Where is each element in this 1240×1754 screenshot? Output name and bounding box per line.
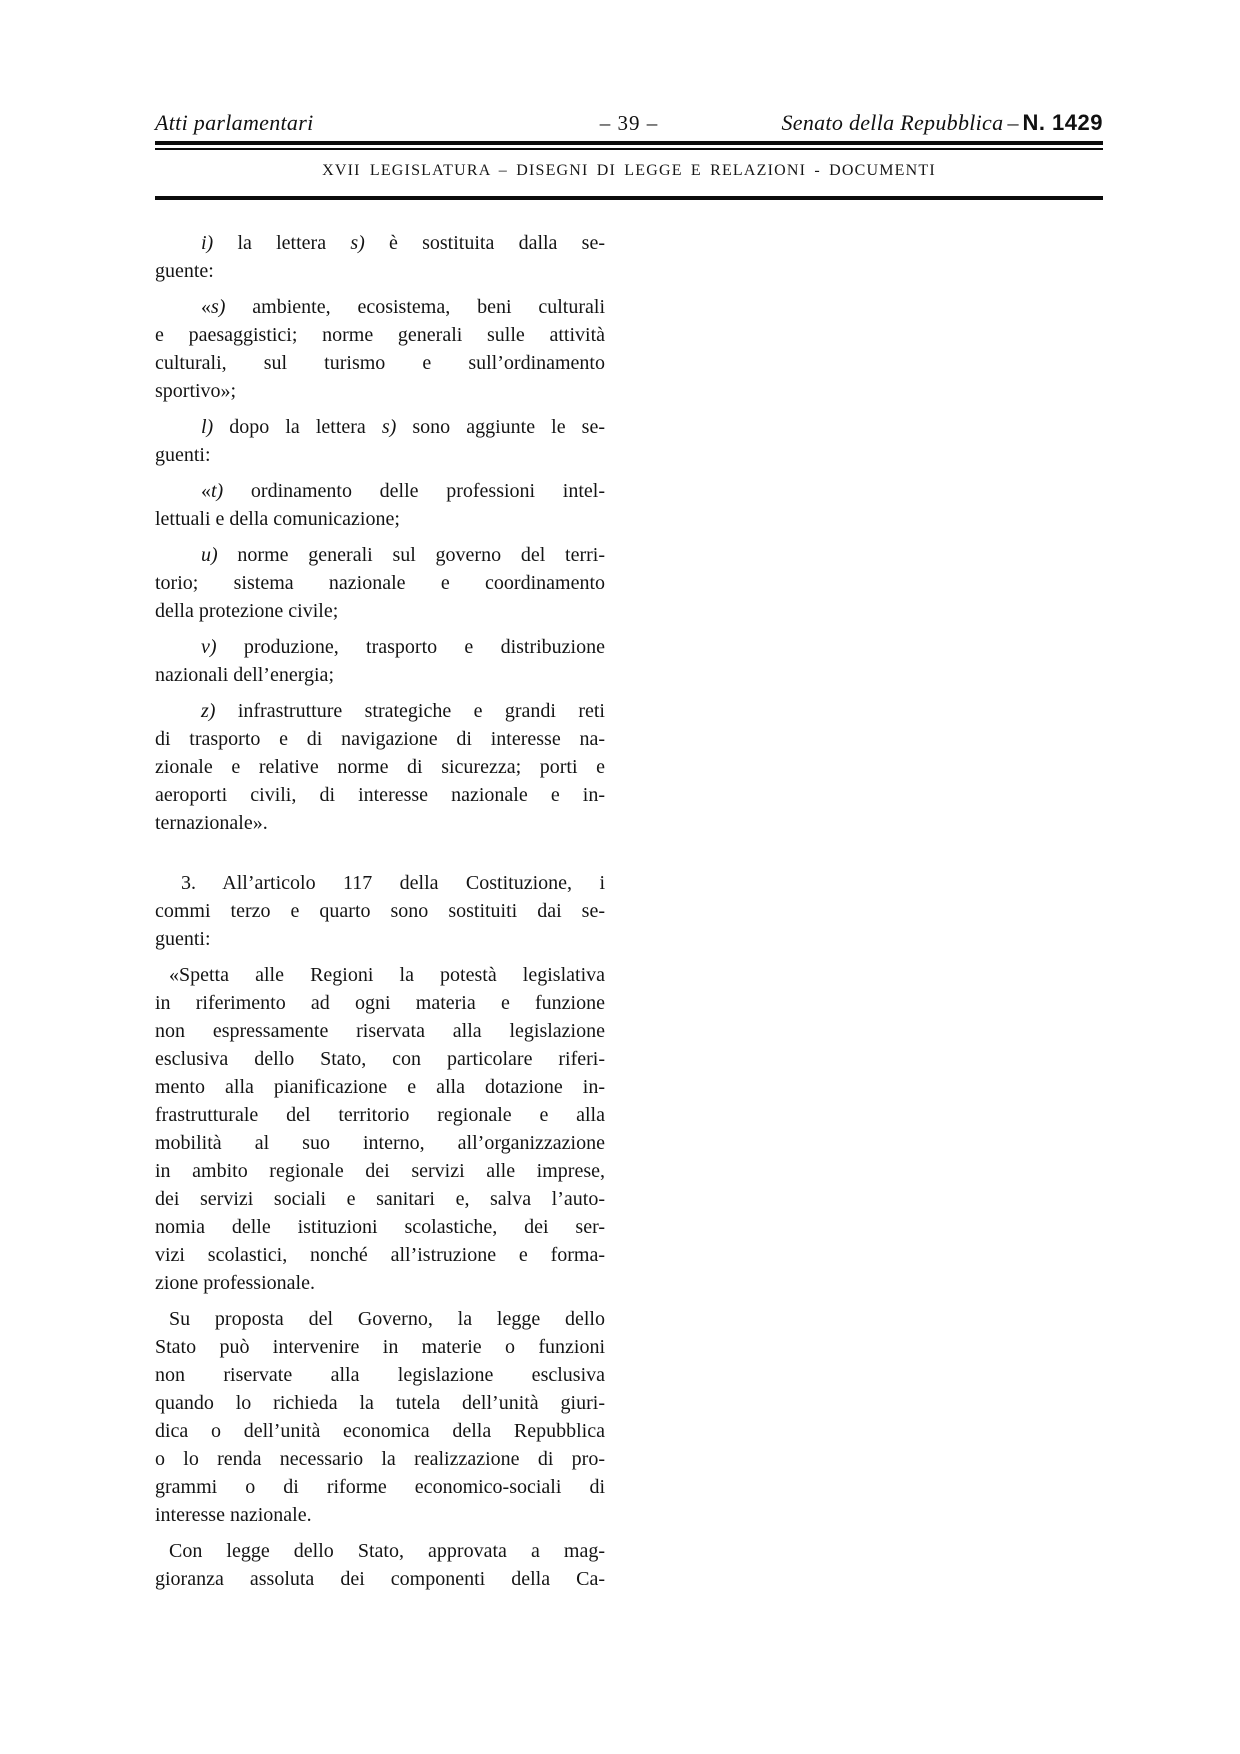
text-line: interesse nazionale.: [155, 1504, 312, 1526]
running-header: [155, 104, 1103, 136]
paragraph: [155, 229, 605, 285]
text-line: dei servizi sociali e sanitari e, salva l’auto-: [155, 1188, 605, 1210]
paragraph: [155, 697, 605, 837]
paragraph: [155, 293, 605, 405]
text-line: o lo renda necessario la realizzazione di pro-: [155, 1448, 605, 1470]
text-line: guenti:: [155, 444, 211, 466]
text-line: Con legge dello Stato, approvata a mag-: [169, 1540, 605, 1562]
text-line: torio; sistema nazionale e coordinamento: [155, 572, 605, 594]
text-line: e paesaggistici; norme generali sulle attività: [155, 324, 605, 346]
page-number: – 39 –: [599, 111, 659, 135]
paragraph: [155, 413, 605, 469]
paragraph: [155, 1537, 605, 1593]
paragraph: [155, 961, 605, 1297]
thick-rule: [155, 196, 1103, 200]
text-line: «t) ordinamento delle professioni intel-: [201, 480, 605, 502]
body-text-column: [155, 229, 605, 1593]
text-line: esclusiva dello Stato, con particolare riferi-: [155, 1048, 605, 1070]
header-dash: –: [1007, 110, 1019, 135]
senato-title: Senato della Repubblica: [781, 110, 1004, 135]
text-line: nazionali dell’energia;: [155, 664, 334, 686]
document-number: N. 1429: [1022, 110, 1103, 135]
text-line: i) la lettera s) è sostituita dalla se-: [201, 232, 605, 254]
text-line: 3. All’articolo 117 della Costituzione, i: [181, 872, 605, 894]
text-line: Su proposta del Governo, la legge dello: [169, 1308, 605, 1330]
header-left-title: Atti parlamentari: [155, 110, 314, 135]
text-line: mento alla pianificazione e alla dotazione in-: [155, 1076, 605, 1098]
text-line: gioranza assoluta dei componenti della Ca-: [155, 1568, 605, 1590]
text-line: della protezione civile;: [155, 600, 339, 622]
text-line: nomia delle istituzioni scolastiche, dei ser-: [155, 1216, 605, 1238]
text-line: frastrutturale del territorio regionale e alla: [155, 1104, 605, 1126]
text-line: Stato può intervenire in materie o funzioni: [155, 1336, 605, 1358]
text-line: u) norme generali sul governo del terri-: [201, 544, 605, 566]
text-line: v) produzione, trasporto e distribuzione: [201, 636, 605, 658]
paragraph: [155, 541, 605, 625]
text-line: non espressamente riservata alla legislazione: [155, 1020, 605, 1042]
text-line: zionale e relative norme di sicurezza; porti e: [155, 756, 605, 778]
text-line: «s) ambiente, ecosistema, beni culturali: [201, 296, 605, 318]
text-line: mobilità al suo interno, all’organizzazione: [155, 1132, 605, 1154]
text-line: aeroporti civili, di interesse nazionale e in-: [155, 784, 605, 806]
text-line: grammi o di riforme economico-sociali di: [155, 1476, 605, 1498]
text-line: in riferimento ad ogni materia e funzione: [155, 992, 605, 1014]
double-rule: [155, 141, 1103, 150]
text-line: in ambito regionale dei servizi alle imprese,: [155, 1160, 605, 1182]
text-line: dica o dell’unità economica della Repubblica: [155, 1420, 605, 1442]
text-line: di trasporto e di navigazione di interesse na-: [155, 728, 605, 750]
header-right: [781, 110, 1103, 136]
text-line: culturali, sul turismo e sull’ordinamento: [155, 352, 605, 374]
text-line: lettuali e della comunicazione;: [155, 508, 400, 530]
paragraph: [155, 477, 605, 533]
legislature-subtitle: XVII LEGISLATURA – DISEGNI DI LEGGE E RELAZIONI - DOCUMENTI: [322, 162, 936, 179]
text-line: ternazionale».: [155, 812, 268, 834]
paragraph: [155, 869, 605, 953]
text-line: non riservate alla legislazione esclusiva: [155, 1364, 605, 1386]
text-line: guente:: [155, 260, 214, 282]
text-line: zione professionale.: [155, 1272, 315, 1294]
text-line: quando lo richieda la tutela dell’unità giuri-: [155, 1392, 605, 1414]
text-line: l) dopo la lettera s) sono aggiunte le se-: [201, 416, 605, 438]
text-line: guenti:: [155, 928, 211, 950]
text-line: commi terzo e quarto sono sostituiti dai se-: [155, 900, 605, 922]
paragraph: [155, 633, 605, 689]
text-line: vizi scolastici, nonché all’istruzione e forma-: [155, 1244, 605, 1266]
text-line: sportivo»;: [155, 380, 237, 402]
paragraph: [155, 1305, 605, 1529]
text-line: «Spetta alle Regioni la potestà legislativa: [169, 964, 605, 986]
text-line: z) infrastrutture strategiche e grandi reti: [201, 700, 605, 722]
